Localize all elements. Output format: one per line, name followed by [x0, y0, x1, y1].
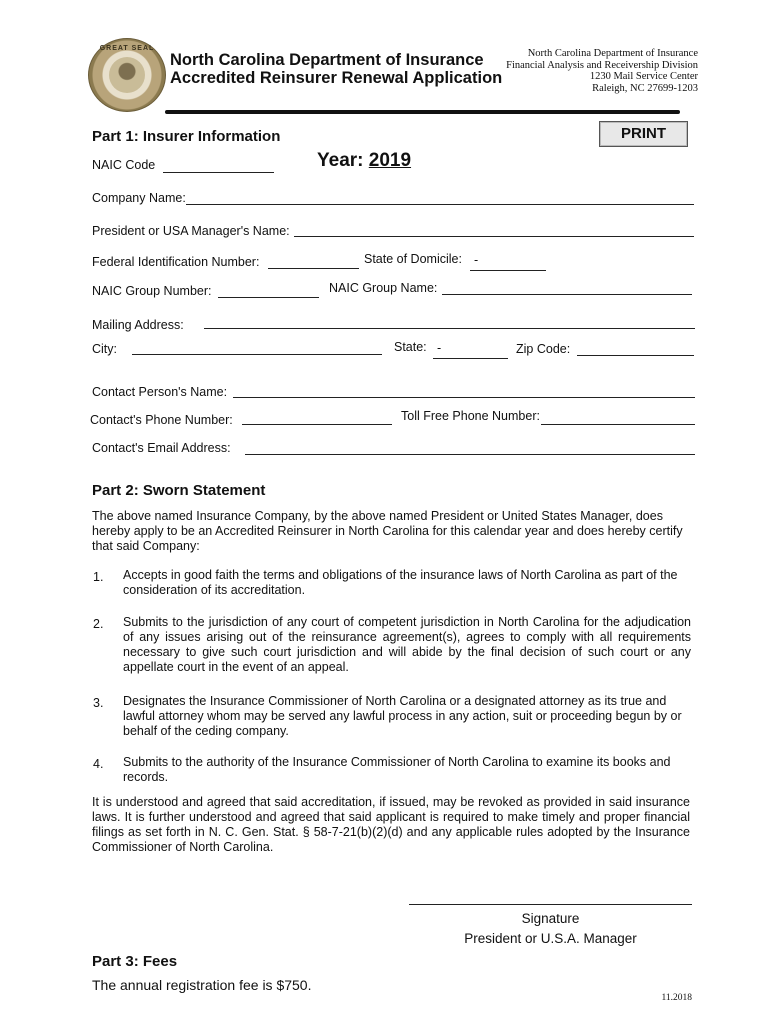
federal-id-field[interactable] — [268, 268, 359, 269]
item-text: Designates the Insurance Commissioner of North Carolina or a designated attorney as its true and lawful attorney whom may be served any lawful process in any action, suit or proceeding begun by or behalf of the ceding company. — [123, 694, 682, 738]
fee-text: The annual registration fee is $750. — [92, 977, 312, 993]
address-line: Financial Analysis and Receivership Division — [506, 59, 698, 71]
contact-email-field[interactable] — [245, 454, 695, 455]
state-domicile-select[interactable] — [470, 270, 546, 271]
company-name-field[interactable] — [186, 204, 694, 205]
contact-phone-field[interactable] — [242, 424, 392, 425]
state-domicile-label: State of Domicile: — [364, 252, 462, 266]
signature-line[interactable] — [409, 904, 692, 905]
state-value: - — [437, 341, 442, 355]
part3-heading: Part 3: Fees — [92, 953, 178, 970]
federal-id-label: Federal Identification Number: — [92, 255, 260, 269]
item-text: Submits to the jurisdiction of any court of competent jurisdiction in North Carolina for the adjudication of any issues arising out of the reinsurance agreement(s), agrees to comply with all requirements necessary to give such court jurisdiction and will abide by the final decision of such court or any appellate court in the event of an appeal. — [123, 615, 691, 674]
sworn-statement-closing: It is understood and agreed that said accreditation, if issued, may be revoked as provided in said insurance laws. It is further understood and agreed that said applicant is required to make timely and proper financial filings as set forth in N. C. Gen. Stat. § 58-7-21(b)(2)(d) and any applicable rules adopted by the Insurance Commissioner of North Carolina. — [92, 795, 690, 854]
year-label: Year: — [317, 150, 364, 171]
item-number: 1. — [93, 570, 104, 584]
item-number: 4. — [93, 757, 104, 771]
item-number: 3. — [93, 696, 104, 710]
president-name-field[interactable] — [294, 236, 694, 237]
naic-code-label: NAIC Code — [92, 158, 156, 172]
address-line: Raleigh, NC 27699-1203 — [592, 82, 698, 94]
contact-email-label: Contact's Email Address: — [92, 441, 231, 455]
form-version: 11.2018 — [661, 993, 692, 1003]
state-select[interactable] — [433, 358, 508, 359]
city-label: City: — [92, 342, 117, 356]
naic-group-name-label: NAIC Group Name: — [329, 281, 438, 295]
naic-code-field[interactable] — [163, 172, 274, 173]
naic-group-name-field[interactable] — [442, 294, 692, 295]
header-divider — [165, 110, 680, 114]
company-name-label: Company Name: — [92, 191, 186, 205]
print-button[interactable]: PRINT — [599, 121, 688, 147]
naic-group-number-label: NAIC Group Number: — [92, 284, 212, 298]
year-value: 2019 — [368, 150, 412, 171]
toll-free-field[interactable] — [541, 424, 695, 425]
header-title-line2: Accredited Reinsurer Renewal Application — [170, 69, 503, 87]
department-address — [470, 48, 698, 94]
city-field[interactable] — [132, 354, 382, 355]
zip-code-label: Zip Code: — [516, 342, 571, 356]
zip-code-field[interactable] — [577, 355, 694, 356]
contact-name-field[interactable] — [233, 397, 695, 398]
signature-title: President or U.S.A. Manager — [464, 931, 637, 946]
item-number: 2. — [93, 617, 104, 631]
contact-phone-label: Contact's Phone Number: — [90, 413, 233, 427]
signature-label: Signature — [521, 911, 580, 926]
address-line: North Carolina Department of Insurance — [527, 48, 698, 59]
contact-name-label: Contact Person's Name: — [92, 385, 228, 399]
state-domicile-value: - — [474, 253, 479, 267]
toll-free-label: Toll Free Phone Number: — [401, 409, 540, 423]
sworn-statement-intro: The above named Insurance Company, by the above named President or United States Manager, does hereby apply to be an Accredited Reinsurer in North Carolina for this calendar year and does hereby certify that said Company: — [92, 509, 683, 553]
president-name-label: President or USA Manager's Name: — [92, 224, 290, 238]
header-title-line1: North Carolina Department of Insurance — [170, 51, 484, 69]
nc-state-seal — [88, 38, 166, 112]
mailing-address-label: Mailing Address: — [92, 318, 184, 332]
seal-emblem-icon — [109, 57, 145, 93]
mailing-address-field[interactable] — [204, 328, 695, 329]
part1-heading: Part 1: Insurer Information — [92, 128, 281, 145]
part2-heading: Part 2: Sworn Statement — [92, 482, 266, 499]
naic-group-number-field[interactable] — [218, 297, 319, 298]
year-display — [317, 150, 411, 172]
state-label: State: — [394, 340, 427, 354]
address-line: 1230 Mail Service Center — [589, 71, 698, 82]
item-text: Submits to the authority of the Insurance Commissioner of North Carolina to examine its books and records. — [123, 755, 671, 784]
item-text: Accepts in good faith the terms and obligations of the insurance laws of North Carolina as part of the consideration of its accreditation. — [123, 568, 678, 597]
seal-text: GREAT SEAL — [99, 45, 155, 52]
